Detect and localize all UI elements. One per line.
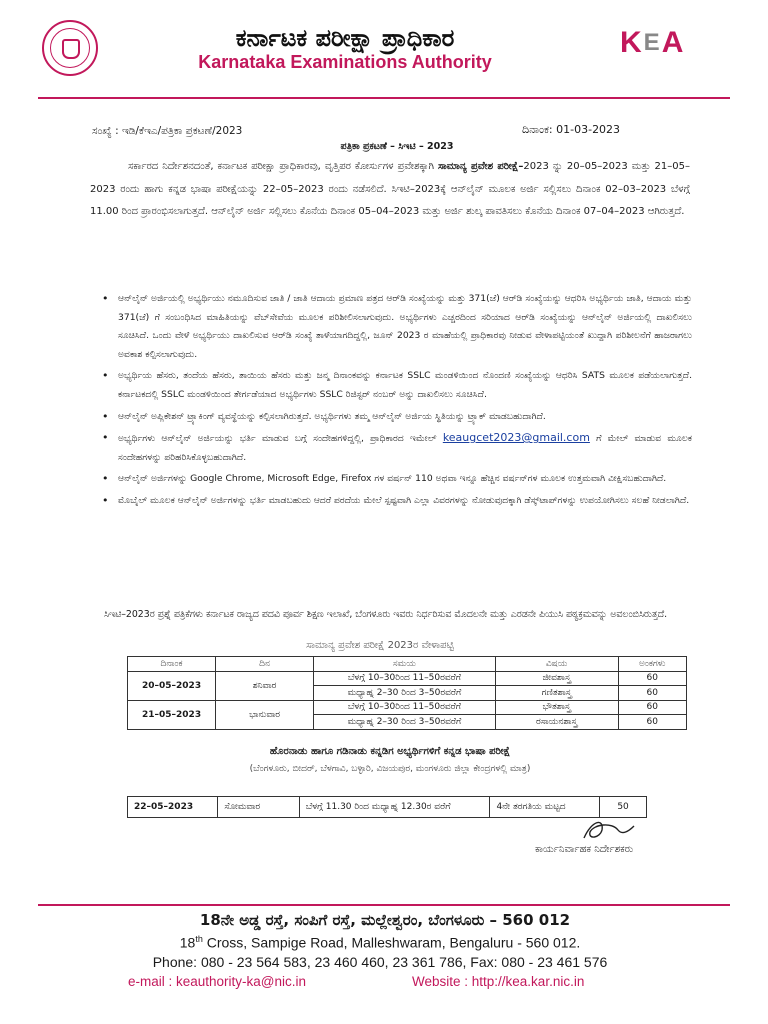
table-row — [128, 700, 687, 715]
exam-time: ಮಧ್ಯಾಹ್ನ 2–30 ರಿಂದ 3–50ರವರೆಗೆ — [314, 715, 496, 730]
kea-logo: KEA — [620, 26, 686, 59]
kannada-test-centres: (ಬೆಂಗಳೂರು, ಬೀದರ್, ಬೆಳಗಾವಿ, ಬಳ್ಳಾರಿ, ವಿಜಯಪುರ, ಮಂಗಳೂರು ಜಿಲ್ಲಾ ಕೇಂದ್ರಗಳಲ್ಲಿ ಮಾತ್ರ) — [249, 764, 531, 774]
exam-schedule-table — [127, 656, 687, 730]
syllabus-note: ಸಿಇಟಿ–2023ರ ಪ್ರಶ್ನೆ ಪತ್ರಿಕೆಗಳು ಕರ್ನಾಟಕ ರಾಜ್ಯದ ಪದವಿ ಪೂರ್ವ ಶಿಕ್ಷಣ ಇಲಾಖೆ, ಬೆಂಗಳೂರು ಇವರು ನಿರ್ಧರಿಸುವ ಮೊದಲನೇ ಮತ್ತು ಎರಡನೇ ಪಿಯುಸಿ ಪಠ್ಯಕ್ರಮವನ್ನು ಅವಲಂಬಿಸಿರುತ್ತದೆ. — [104, 609, 668, 620]
exam-marks: 60 — [618, 686, 686, 701]
document-date: ದಿನಾಂಕ: 01-03-2023 — [522, 123, 621, 136]
instructions-list — [108, 290, 692, 514]
exam-day: ಭಾನುವಾರ — [216, 700, 314, 729]
exam-subject: ರಸಾಯನಶಾಸ್ತ್ರ — [495, 715, 618, 730]
exam-marks: 60 — [618, 671, 686, 686]
table-row — [128, 671, 687, 686]
government-seal-icon — [42, 20, 98, 76]
footer-divider — [38, 904, 730, 906]
exam-marks: 60 — [618, 715, 686, 730]
exam-time: ಮಧ್ಯಾಹ್ನ 2–30 ರಿಂದ 3–50ರವರೆಗೆ — [314, 686, 496, 701]
authority-title-english: Karnataka Examinations Authority — [198, 52, 492, 72]
list-item: • ಅಭ್ಯರ್ಥಿಯ ಹೆಸರು, ತಂದೆಯ ಹೆಸರು, ತಾಯಿಯ ಹೆಸರು ಮತ್ತು ಜನ್ಮ ದಿನಾಂಕವನ್ನು ಕರ್ನಾಟಕ SSLC ಮಂಡಳಿಯಿಂದ ನೊಂದಣಿ ಸಂಖ್ಯೆಯನ್ನು ಆಧರಿಸಿ SATS ಮೂಲಕ ಪಡೆಯಲಾಗುತ್ತದೆ. ಕರ್ನಾಟಕದಲ್ಲಿ SSLC ಮಂಡಳಿಯಿಂದ ತೇರ್ಗಡೆಯಾದ ಅಭ್ಯರ್ಥಿಗಳು SSLC ರಿಜಿಸ್ಟರ್ ನಂಬರ್ ಅನ್ನು ದಾಖಲಿಸಲು ಸೂಚಿಸಿದೆ. — [108, 367, 692, 404]
support-email-link[interactable]: keaugcet2023@gmail.com — [442, 431, 590, 445]
test-marks: 50 — [600, 797, 647, 818]
column-header: ದಿನಾಂಕ — [128, 657, 216, 672]
signatory-title: ಕಾರ್ಯನಿರ್ವಾಹಕ ನಿರ್ದೇಶಕರು — [535, 844, 634, 855]
exam-date: 20–05–2023 — [128, 671, 216, 700]
kannada-test-table — [127, 796, 647, 818]
authority-title-kannada: ಕರ್ನಾಟಕ ಪರೀಕ್ಷಾ ಪ್ರಾಧಿಕಾರ — [235, 24, 455, 52]
intro-paragraph: ಸರ್ಕಾರದ ನಿರ್ದೇಶನದಂತೆ, ಕರ್ನಾಟಕ ಪರೀಕ್ಷಾ ಪ್ರಾಧಿಕಾರವು, ವೃತ್ತಿಪರ ಕೋರ್ಸುಗಳ ಪ್ರವೇಶಕ್ಕಾಗಿ ಸಾಮಾನ್ಯ ಪ್ರವೇಶ ಪರೀಕ್ಷೆ–2023 ನ್ನು 20–05–2023 ಮತ್ತು 21–05–2023 ರಂದು ಹಾಗು ಕನ್ನಡ ಭಾಷಾ ಪರೀಕ್ಷೆಯನ್ನು 22–05–2023 ರಂದು ನಡೆಸಲಿದೆ. ಸಿಇಟಿ–2023ಕ್ಕೆ ಆನ್‌ಲೈನ್ ಮೂಲಕ ಅರ್ಜಿ ಸಲ್ಲಿಸಲು ದಿನಾಂಕ 02–03–2023 ಬೆಳಗ್ಗೆ 11.00 ರಿಂದ ಪ್ರಾರಂಭಿಸಲಾಗುತ್ತದೆ. ಆನ್‌ಲೈನ್ ಅರ್ಜಿ ಸಲ್ಲಿಸಲು ಕೊನೆಯ ದಿನಾಂಕ 05–04–2023 ಮತ್ತು ಅರ್ಜಿ ಶುಲ್ಕ ಪಾವತಿಸಲು ಕೊನೆಯ ದಿನಾಂಕ 07–04–2023 ಆಗಿರುತ್ತದೆ. — [90, 161, 690, 217]
column-header: ದಿನ — [216, 657, 314, 672]
table-row — [128, 797, 647, 818]
exam-subject: ಜೀವಶಾಸ್ತ್ರ — [495, 671, 618, 686]
header-divider — [38, 97, 730, 99]
exam-marks: 60 — [618, 700, 686, 715]
test-date: 22–05–2023 — [128, 797, 218, 818]
test-time: ಬೆಳಗ್ಗೆ 11.30 ರಿಂದ ಮಧ್ಯಾಹ್ನ 12.30ರ ವರೆಗೆ — [299, 797, 490, 818]
list-item: • ಆನ್‌ಲೈನ್ ಅಪ್ಲಿಕೇಶನ್ ಟ್ರ್ಯಾಕಿಂಗ್ ವ್ಯವಸ್ಥೆಯನ್ನು ಕಲ್ಪಿಸಲಾಗಿರುತ್ತದೆ. ಅಭ್ಯರ್ಥಿಗಳು ತಮ್ಮ ಆನ್‌ಲೈನ್ ಅರ್ಜಿಯ ಸ್ಥಿತಿಯನ್ನು ಟ್ರ್ಯಾಕ್ ಮಾಡಬಹುದಾಗಿದೆ. — [108, 408, 692, 427]
kannada-test-caption: ಹೊರನಾಡು ಹಾಗೂ ಗಡಿನಾಡು ಕನ್ನಡಿಗ ಅಭ್ಯರ್ಥಿಗಳಿಗೆ ಕನ್ನಡ ಭಾಷಾ ಪರೀಕ್ಷೆ — [269, 746, 511, 757]
column-header: ವಿಷಯ — [495, 657, 618, 672]
footer-phone: Phone: 080 - 23 564 583, 23 460 460, 23 361 786, Fax: 080 - 23 461 576 — [152, 954, 608, 970]
column-header: ಸಮಯ — [314, 657, 496, 672]
list-item: • ಆನ್‌ಲೈನ್ ಅರ್ಜಿಯಲ್ಲಿ ಅಭ್ಯರ್ಥಿಯು ನಮೂದಿಸುವ ಜಾತಿ / ಜಾತಿ ಆದಾಯ ಪ್ರಮಾಣ ಪತ್ರದ ಆರ್‌ಡಿ ಸಂಖ್ಯೆಯನ್ನು ಮತ್ತು 371(ಜೆ) ಆರ್‌ಡಿ ಸಂಖ್ಯೆಯನ್ನು ಆಧರಿಸಿ ಅಭ್ಯರ್ಥಿಯ ಜಾತಿ, ಆದಾಯ ಮತ್ತು 371(ಜೆ) ಗೆ ಸಂಬಂಧಿಸಿದ ಮಾಹಿತಿಯನ್ನು ವೆಬ್‌ಸೇವೆಯ ಮೂಲಕ ಪರಿಶೀಲಿಸಲಾಗುವುದು. ಅಭ್ಯರ್ಥಿಗಳು ಎಚ್ಚರದಿಂದ ಸರಿಯಾದ ಆರ್‌ಡಿ ಸಂಖ್ಯೆಯನ್ನು ಆನ್‌ಲೈನ್ ಅರ್ಜಿಯಲ್ಲಿ ದಾಖಲಿಸಲು ಸೂಚಿಸಿದೆ. ಒಂದು ವೇಳೆ ಅಭ್ಯರ್ಥಿಯು ದಾಖಲಿಸುವ ಆರ್‌ಡಿ ಸಂಖ್ಯೆ ತಾಳೆಯಾಗದಿದ್ದಲ್ಲಿ, ಜೂನ್ 2023 ರ ಮಾಹೆಯಲ್ಲಿ ಪ್ರಾಧಿಕಾರವು ನೀಡುವ ವೇಳಾಪಟ್ಟಿಯಂತೆ ಖುದ್ದಾಗಿ ಪರಿಶೀಲನೆಗೆ ಹಾಜರಾಗಲು ಅವಕಾಶ ಕಲ್ಪಿಸಲಾಗುವುದು. — [108, 290, 692, 364]
footer-website[interactable]: Website : http://kea.kar.nic.in — [412, 974, 585, 989]
reference-number: ಸಂಖ್ಯೆ : ಇಡಿ/ಕೆಇಎ/ಪತ್ರಿಕಾ ಪ್ರಕಟಣೆ/2023 — [92, 125, 243, 137]
test-level: 4ನೇ ತರಗತಿಯ ಮಟ್ಟದ — [490, 797, 600, 818]
footer-email[interactable]: e-mail : keauthority-ka@nic.in — [128, 974, 307, 989]
list-item: • ಆನ್‌ಲೈನ್ ಅರ್ಜಿಗಳನ್ನು Google Chrome, Microsoft Edge, Firefox ಗಳ ವರ್ಷನ್ 110 ಅಥವಾ ಇನ್ನೂ ಹೆಚ್ಚಿನ ವರ್ಷನ್‌ಗಳ ಮೂಲಕ ಉತ್ತಮವಾಗಿ ವೀಕ್ಷಿಸಬಹುದಾಗಿದೆ. — [108, 470, 692, 489]
footer-address-kannada: 18ನೇ ಅಡ್ಡ ರಸ್ತೆ, ಸಂಪಿಗೆ ರಸ್ತೆ, ಮಲ್ಲೇಶ್ವರಂ, ಬೆಂಗಳೂರು – 560 012 — [199, 911, 571, 929]
test-day: ಸೋಮವಾರ — [218, 797, 299, 818]
column-header: ಅಂಕಗಳು — [618, 657, 686, 672]
exam-time: ಬೆಳಗ್ಗೆ 10–30ರಿಂದ 11–50ರವರೆಗೆ — [314, 671, 496, 686]
signature-mark — [578, 816, 638, 844]
footer-address-english: 18th Cross, Sampige Road, Malleshwaram, Bengaluru - 560 012. — [179, 934, 581, 951]
list-item: • ಮೊಬೈಲ್ ಮೂಲಕ ಆನ್‌ಲೈನ್ ಅರ್ಜಿಗಳನ್ನು ಭರ್ತಿ ಮಾಡಬಹುದು ಆದರೆ ಪರದೆಯ ಮೇಲೆ ಸ್ಪಷ್ಟವಾಗಿ ಎಲ್ಲಾ ವಿವರಗಳನ್ನು ನೋಡುವುದಕ್ಕಾಗಿ ಡೆಸ್ಕ್‌ಟಾಪ್‌ಗಳನ್ನು ಉಪಯೋಗಿಸಲು ಸಲಹೆ ನೀಡಲಾಗಿದೆ. — [108, 492, 692, 511]
table-header-row — [128, 657, 687, 672]
exam-day: ಶನಿವಾರ — [216, 671, 314, 700]
subject-line: ಪತ್ರಿಕಾ ಪ್ರಕಟಣೆ – ಸಿಇಟಿ – 2023 — [340, 141, 454, 152]
list-item: • ಅಭ್ಯರ್ಥಿಗಳು ಆನ್‌ಲೈನ್ ಅರ್ಜಿಯನ್ನು ಭರ್ತಿ ಮಾಡುವ ಬಗ್ಗೆ ಸಂದೇಹಗಳಿದ್ದಲ್ಲಿ, ಪ್ರಾಧಿಕಾರದ ಇಮೇಲ್ keaugcet2023@gmail.com ಗೆ ಮೇಲ್ ಮಾಡುವ ಮೂಲಕ ಸಂದೇಹಗಳನ್ನು ಪರಿಹರಿಸಿಕೊಳ್ಳಬಹುದಾಗಿದೆ. — [108, 429, 692, 467]
schedule-caption: ಸಾಮಾನ್ಯ ಪ್ರವೇಶ ಪರೀಕ್ಷೆ 2023ರ ವೇಳಾಪಟ್ಟಿ — [306, 640, 454, 651]
exam-subject: ಭೌತಶಾಸ್ತ್ರ — [495, 700, 618, 715]
exam-date: 21–05–2023 — [128, 700, 216, 729]
exam-subject: ಗಣಿತಶಾಸ್ತ್ರ — [495, 686, 618, 701]
exam-time: ಬೆಳಗ್ಗೆ 10–30ರಿಂದ 11–50ರವರೆಗೆ — [314, 700, 496, 715]
